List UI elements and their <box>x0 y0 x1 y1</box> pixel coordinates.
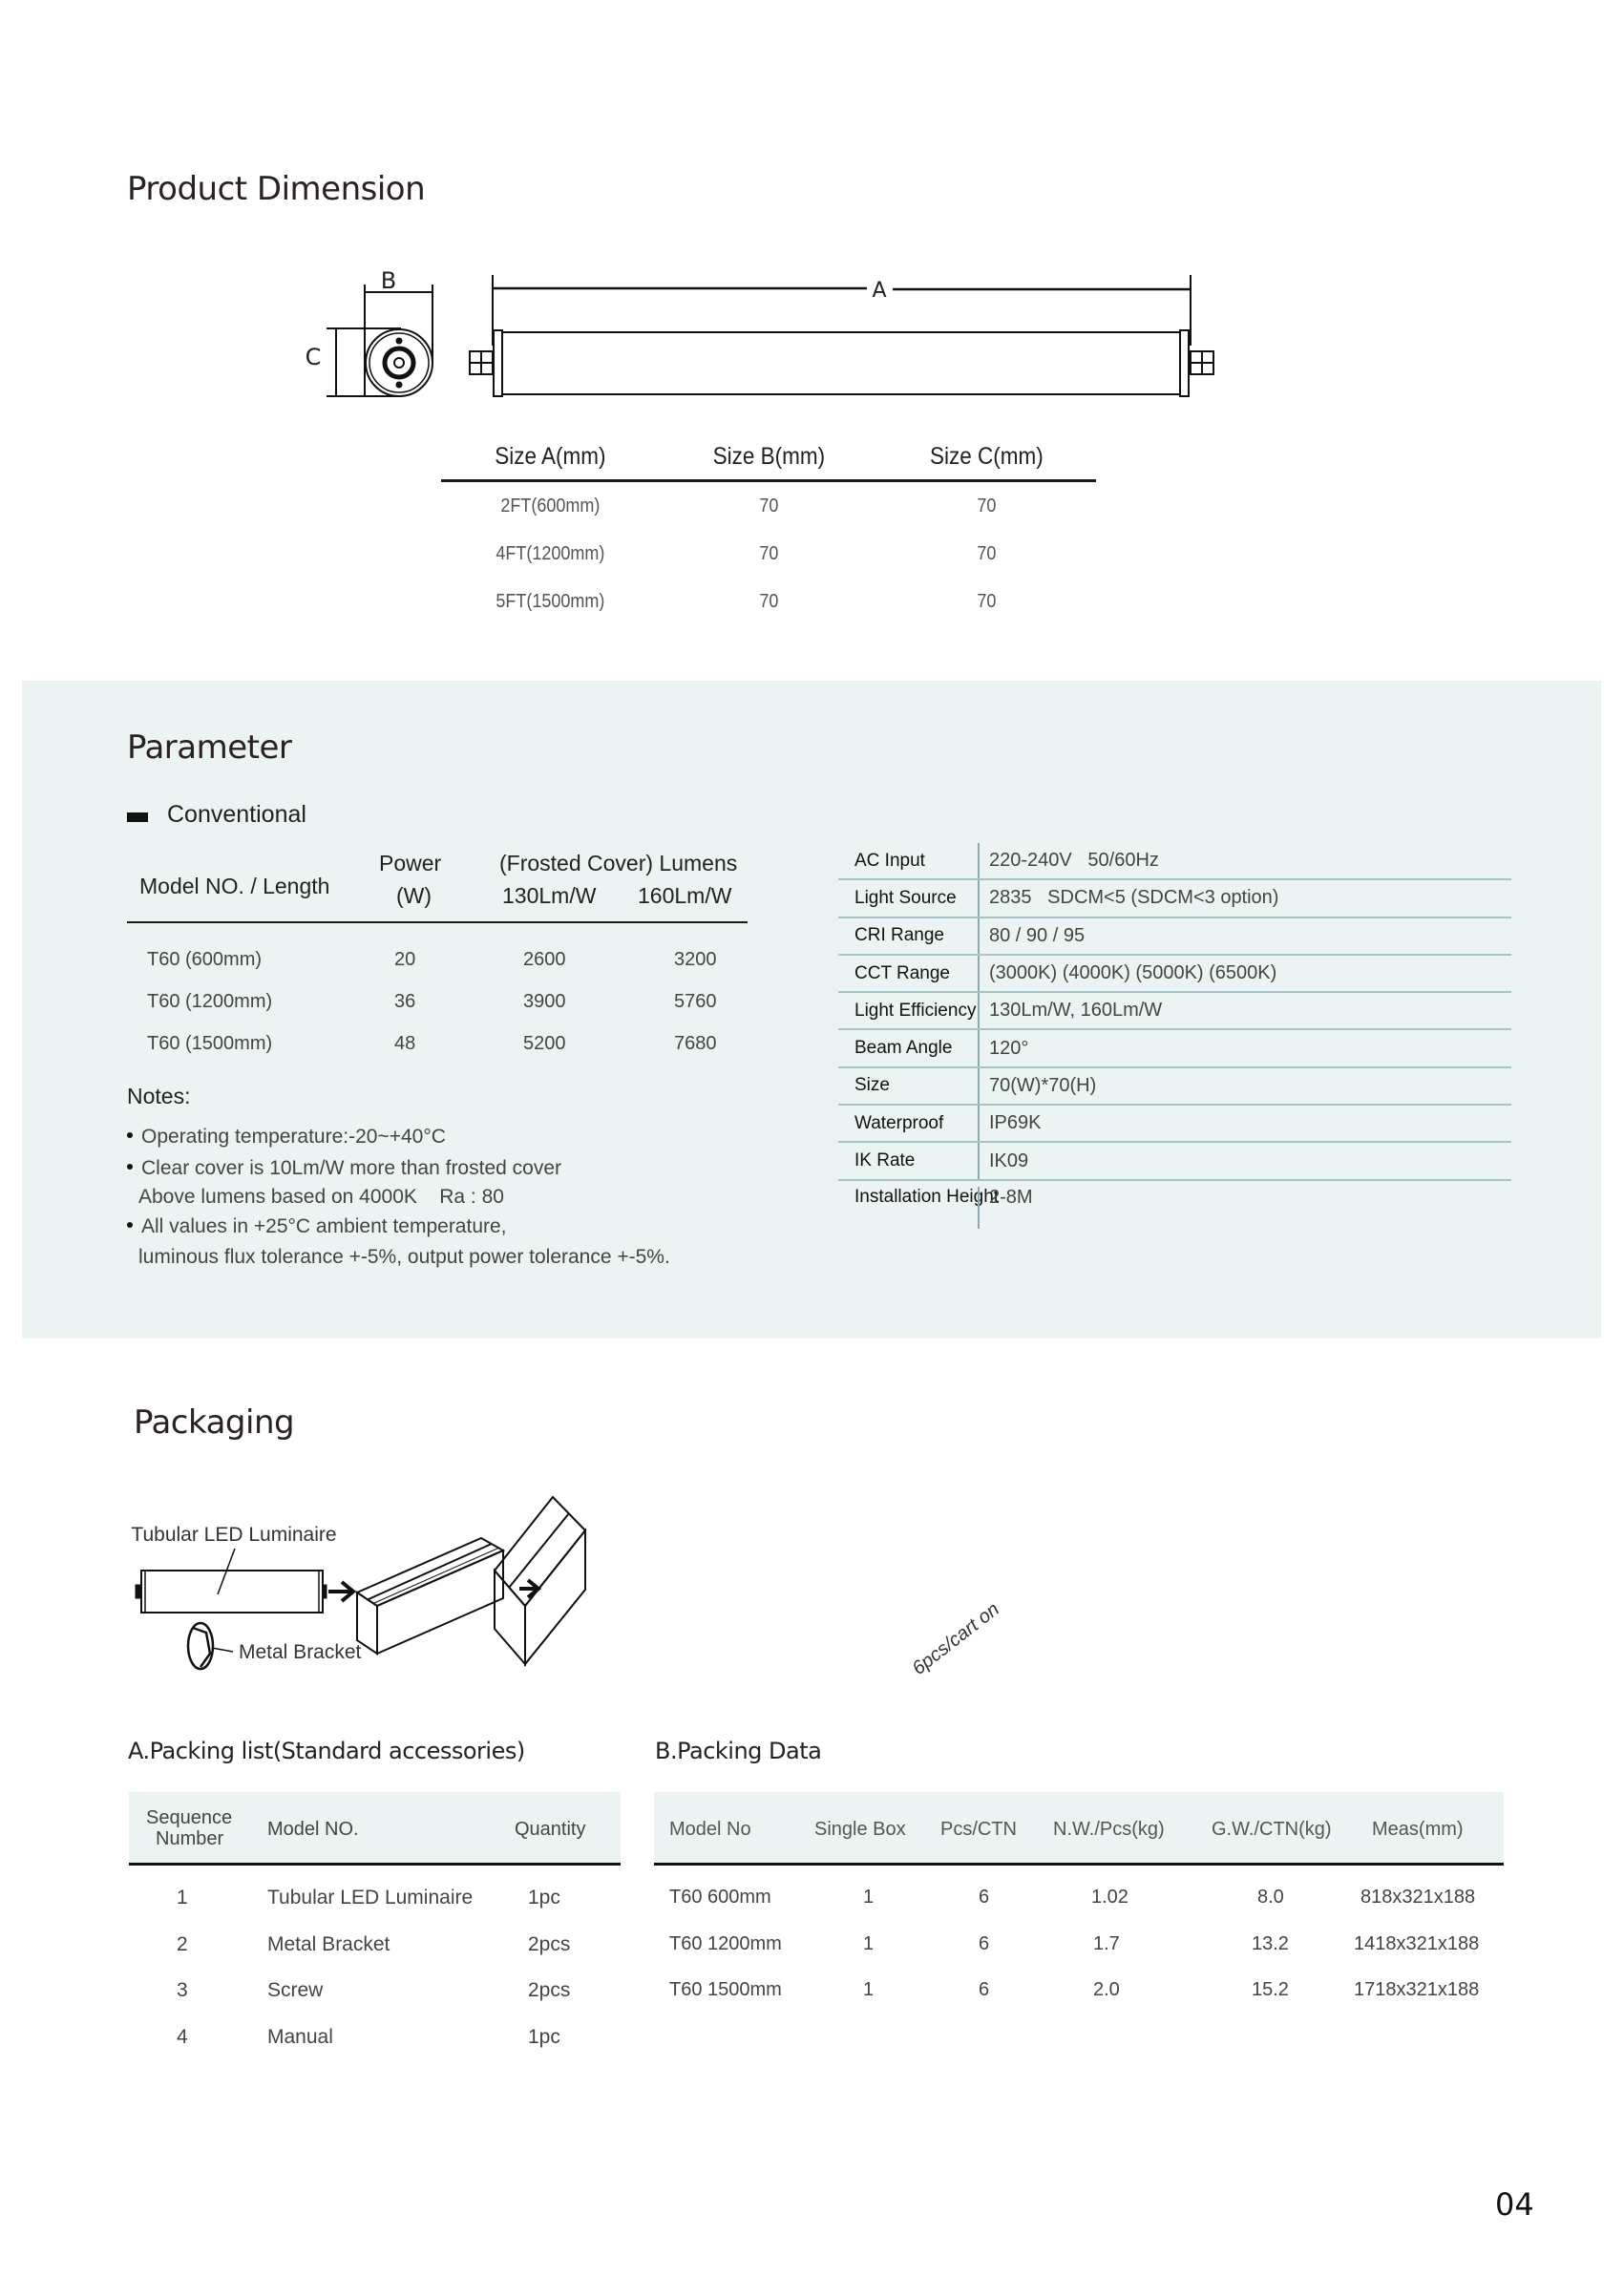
spec-row <box>838 1068 1511 1106</box>
table-row <box>129 1912 621 1959</box>
bullet-icon <box>127 1164 133 1170</box>
table-row <box>441 578 1096 625</box>
cell-single-box: 1 <box>863 1932 875 1954</box>
spec-row <box>838 1181 1511 1229</box>
cell-model: Manual <box>267 2025 333 2048</box>
single-box-drawing <box>357 1538 503 1654</box>
packaging-title: Packaging <box>134 1403 295 1442</box>
cell-seq: 3 <box>177 1979 188 2001</box>
notes-title: Notes: <box>127 1084 191 1108</box>
cell-meas: 818x321x188 <box>1360 1887 1476 1908</box>
spec-row <box>838 993 1511 1030</box>
cell-size-c: 70 <box>977 542 997 564</box>
note-text: Above lumens based on 4000K Ra : 80 <box>138 1186 504 1208</box>
spec-row <box>838 843 1511 880</box>
cell-nw: 2.0 <box>1093 1979 1120 2000</box>
cell-power: 36 <box>394 991 416 1012</box>
spec-value: 130Lm/W, 160Lm/W <box>978 993 1511 1028</box>
cell-gw: 15.2 <box>1252 1979 1289 2000</box>
table-row <box>127 939 748 981</box>
cell-seq: 4 <box>177 2025 188 2048</box>
cell-pcs-ctn: 6 <box>979 1932 990 1954</box>
cell-seq: 1 <box>177 1887 188 1909</box>
label-a: A <box>872 279 887 303</box>
cell-single-box: 1 <box>863 1887 875 1908</box>
header-seq: Sequence <box>146 1807 233 1828</box>
spec-value: 2835 SDCM<5 (SDCM<3 option) <box>978 880 1511 916</box>
cell-meas: 1418x321x188 <box>1354 1932 1480 1954</box>
cell-size-b: 70 <box>758 590 779 612</box>
cell-meas: 1718x321x188 <box>1354 1979 1480 2000</box>
cell-model-no: T60 600mm <box>669 1887 771 1908</box>
table-row <box>127 981 748 1023</box>
luminaire-label: Tubular LED Luminaire <box>131 1524 337 1546</box>
cell-model: Metal Bracket <box>267 1932 390 1955</box>
arrow-right-icon <box>328 1582 353 1601</box>
cell-size-a: 4FT(1200mm) <box>496 542 605 564</box>
lumens-table-header <box>127 848 748 923</box>
note-line <box>127 1213 776 1241</box>
cell-power: 48 <box>394 1033 416 1054</box>
cell-model: T60 (1200mm) <box>147 991 273 1012</box>
note-text: Clear cover is 10Lm/W more than frosted cover <box>141 1157 561 1179</box>
spec-key: Installation Height <box>854 1186 1000 1207</box>
header-lumens-160: 160Lm/W <box>638 883 732 908</box>
table-row <box>129 1958 621 2005</box>
cell-qty: 2pcs <box>528 1932 571 1955</box>
table-row <box>654 1866 1504 1912</box>
bracket-label: Metal Bracket <box>239 1641 362 1663</box>
packaging-diagram <box>124 1489 1041 1709</box>
cell-nw: 1.02 <box>1091 1887 1128 1908</box>
cell-pcs-ctn: 6 <box>979 1979 990 2000</box>
cell-gw: 13.2 <box>1252 1932 1289 1954</box>
table-row <box>654 1958 1504 2005</box>
spec-row <box>838 1106 1511 1143</box>
dimension-table <box>441 434 1096 625</box>
label-b: B <box>380 267 397 294</box>
cell-qty: 1pc <box>528 2025 560 2048</box>
cell-size-a: 5FT(1500mm) <box>496 590 605 612</box>
cell-model: T60 (600mm) <box>147 949 263 970</box>
dimension-diagram <box>296 258 1327 411</box>
dimension-table-header <box>441 434 1096 482</box>
lumens-table <box>127 848 748 1065</box>
spec-row <box>838 918 1511 956</box>
cell-model: Tubular LED Luminaire <box>267 1887 474 1909</box>
page-number: 04 <box>1495 2186 1534 2223</box>
header-meas: Meas(mm) <box>1372 1819 1464 1840</box>
spec-key: IK Rate <box>854 1150 916 1171</box>
table-row <box>127 1023 748 1065</box>
header-pcs-ctn: Pcs/CTN <box>940 1819 1017 1840</box>
spec-key: AC Input <box>854 850 925 871</box>
table-row <box>654 1912 1504 1959</box>
spec-key: Light Source <box>854 887 957 908</box>
spec-key: Light Efficiency <box>854 1000 977 1021</box>
packing-list-table <box>129 1792 621 2051</box>
spec-value: 80 / 90 / 95 <box>978 918 1511 954</box>
spec-key: Waterproof <box>854 1112 944 1133</box>
header-model-no: Model No <box>669 1819 751 1840</box>
section-marker-icon <box>127 812 148 822</box>
cell-size-c: 70 <box>977 590 997 612</box>
cell-lm160: 3200 <box>674 949 717 970</box>
packing-list-title: A.Packing list(Standard accessories) <box>128 1738 525 1764</box>
header-lumens-130: 130Lm/W <box>502 883 597 908</box>
spec-value: 120° <box>978 1030 1511 1065</box>
bullet-icon <box>127 1222 133 1228</box>
header-lumens-group: (Frosted Cover) Lumens <box>499 851 738 875</box>
cell-lm160: 7680 <box>674 1033 717 1054</box>
cell-gw: 8.0 <box>1257 1887 1284 1908</box>
specs-table <box>838 843 1511 1229</box>
note-line <box>127 1184 776 1213</box>
spec-row <box>838 880 1511 918</box>
spec-value: 70(W)*70(H) <box>978 1068 1511 1104</box>
parameter-title: Parameter <box>127 728 292 767</box>
packing-data-header <box>654 1792 1504 1866</box>
table-row <box>129 2005 621 2052</box>
header-size-b: Size B(mm) <box>712 443 825 470</box>
header-power: Power <box>379 851 442 875</box>
cell-lm130: 3900 <box>523 991 566 1012</box>
header-gw: G.W./CTN(kg) <box>1212 1819 1332 1840</box>
conventional-subtitle: Conventional <box>167 801 306 828</box>
arrow-right-icon <box>519 1580 538 1597</box>
cell-model-no: T60 1500mm <box>669 1979 782 2000</box>
note-line <box>127 1241 776 1273</box>
spec-key: CCT Range <box>854 962 950 983</box>
cell-qty: 2pcs <box>528 1979 571 2001</box>
header-nw: N.W./Pcs(kg) <box>1053 1819 1165 1840</box>
packing-list-header <box>129 1792 621 1866</box>
cell-model-no: T60 1200mm <box>669 1932 782 1954</box>
spec-row <box>838 956 1511 993</box>
carton-label: 6pcs/cart on <box>908 1598 1003 1679</box>
bracket-icon <box>188 1623 233 1669</box>
table-row <box>129 1866 621 1912</box>
spec-row <box>838 1143 1511 1180</box>
spec-value: IP69K <box>978 1106 1511 1141</box>
table-row <box>441 482 1096 530</box>
spec-key: CRI Range <box>854 925 944 946</box>
spec-value: 2-8M <box>978 1187 1511 1229</box>
note-line <box>127 1121 776 1152</box>
cell-lm130: 2600 <box>523 949 566 970</box>
note-text: Operating temperature:-20~+40°C <box>141 1126 446 1148</box>
cell-size-c: 70 <box>977 495 997 517</box>
label-c: C <box>305 344 322 370</box>
spec-key: Size <box>854 1075 890 1096</box>
bullet-icon <box>127 1132 133 1138</box>
spec-value: (3000K) (4000K) (5000K) (6500K) <box>978 956 1511 991</box>
cell-size-b: 70 <box>758 542 779 564</box>
carton-drawing <box>495 1497 585 1664</box>
note-text: All values in +25°C ambient temperature, <box>141 1215 507 1237</box>
packing-data-table <box>654 1792 1504 2005</box>
cell-qty: 1pc <box>528 1887 560 1909</box>
table-row <box>441 530 1096 578</box>
header-size-c: Size C(mm) <box>930 443 1044 470</box>
note-text: luminous flux tolerance +-5%, output power tolerance +-5%. <box>138 1246 670 1268</box>
spec-row <box>838 1030 1511 1067</box>
cell-power: 20 <box>394 949 416 970</box>
header-model: Model NO. / Length <box>139 874 330 898</box>
luminaire-drawing <box>136 1549 327 1613</box>
notes <box>127 1084 776 1273</box>
product-dimension-title: Product Dimension <box>127 170 426 208</box>
cell-size-a: 2FT(600mm) <box>500 495 601 517</box>
side-view-drawing <box>470 275 1213 396</box>
cell-model: Screw <box>267 1979 324 2001</box>
front-view-drawing <box>327 285 432 396</box>
cell-lm160: 5760 <box>674 991 717 1012</box>
header-power-unit: (W) <box>396 883 432 908</box>
cell-lm130: 5200 <box>523 1033 566 1054</box>
spec-value: 220-240V 50/60Hz <box>978 843 1511 878</box>
cell-single-box: 1 <box>863 1979 875 2000</box>
note-line <box>127 1152 776 1184</box>
cell-pcs-ctn: 6 <box>979 1887 990 1908</box>
packing-data-title: B.Packing Data <box>655 1738 822 1764</box>
cell-model: T60 (1500mm) <box>147 1033 273 1054</box>
header-qty: Quantity <box>515 1819 586 1840</box>
cell-nw: 1.7 <box>1093 1932 1120 1954</box>
header-single-box: Single Box <box>814 1819 906 1840</box>
spec-value: IK09 <box>978 1143 1511 1178</box>
header-size-a: Size A(mm) <box>495 443 606 470</box>
spec-key: Beam Angle <box>854 1038 953 1059</box>
cell-size-b: 70 <box>758 495 779 517</box>
cell-seq: 2 <box>177 1932 188 1955</box>
header-model: Model NO. <box>267 1819 359 1840</box>
header-seq-2: Number <box>156 1828 224 1849</box>
